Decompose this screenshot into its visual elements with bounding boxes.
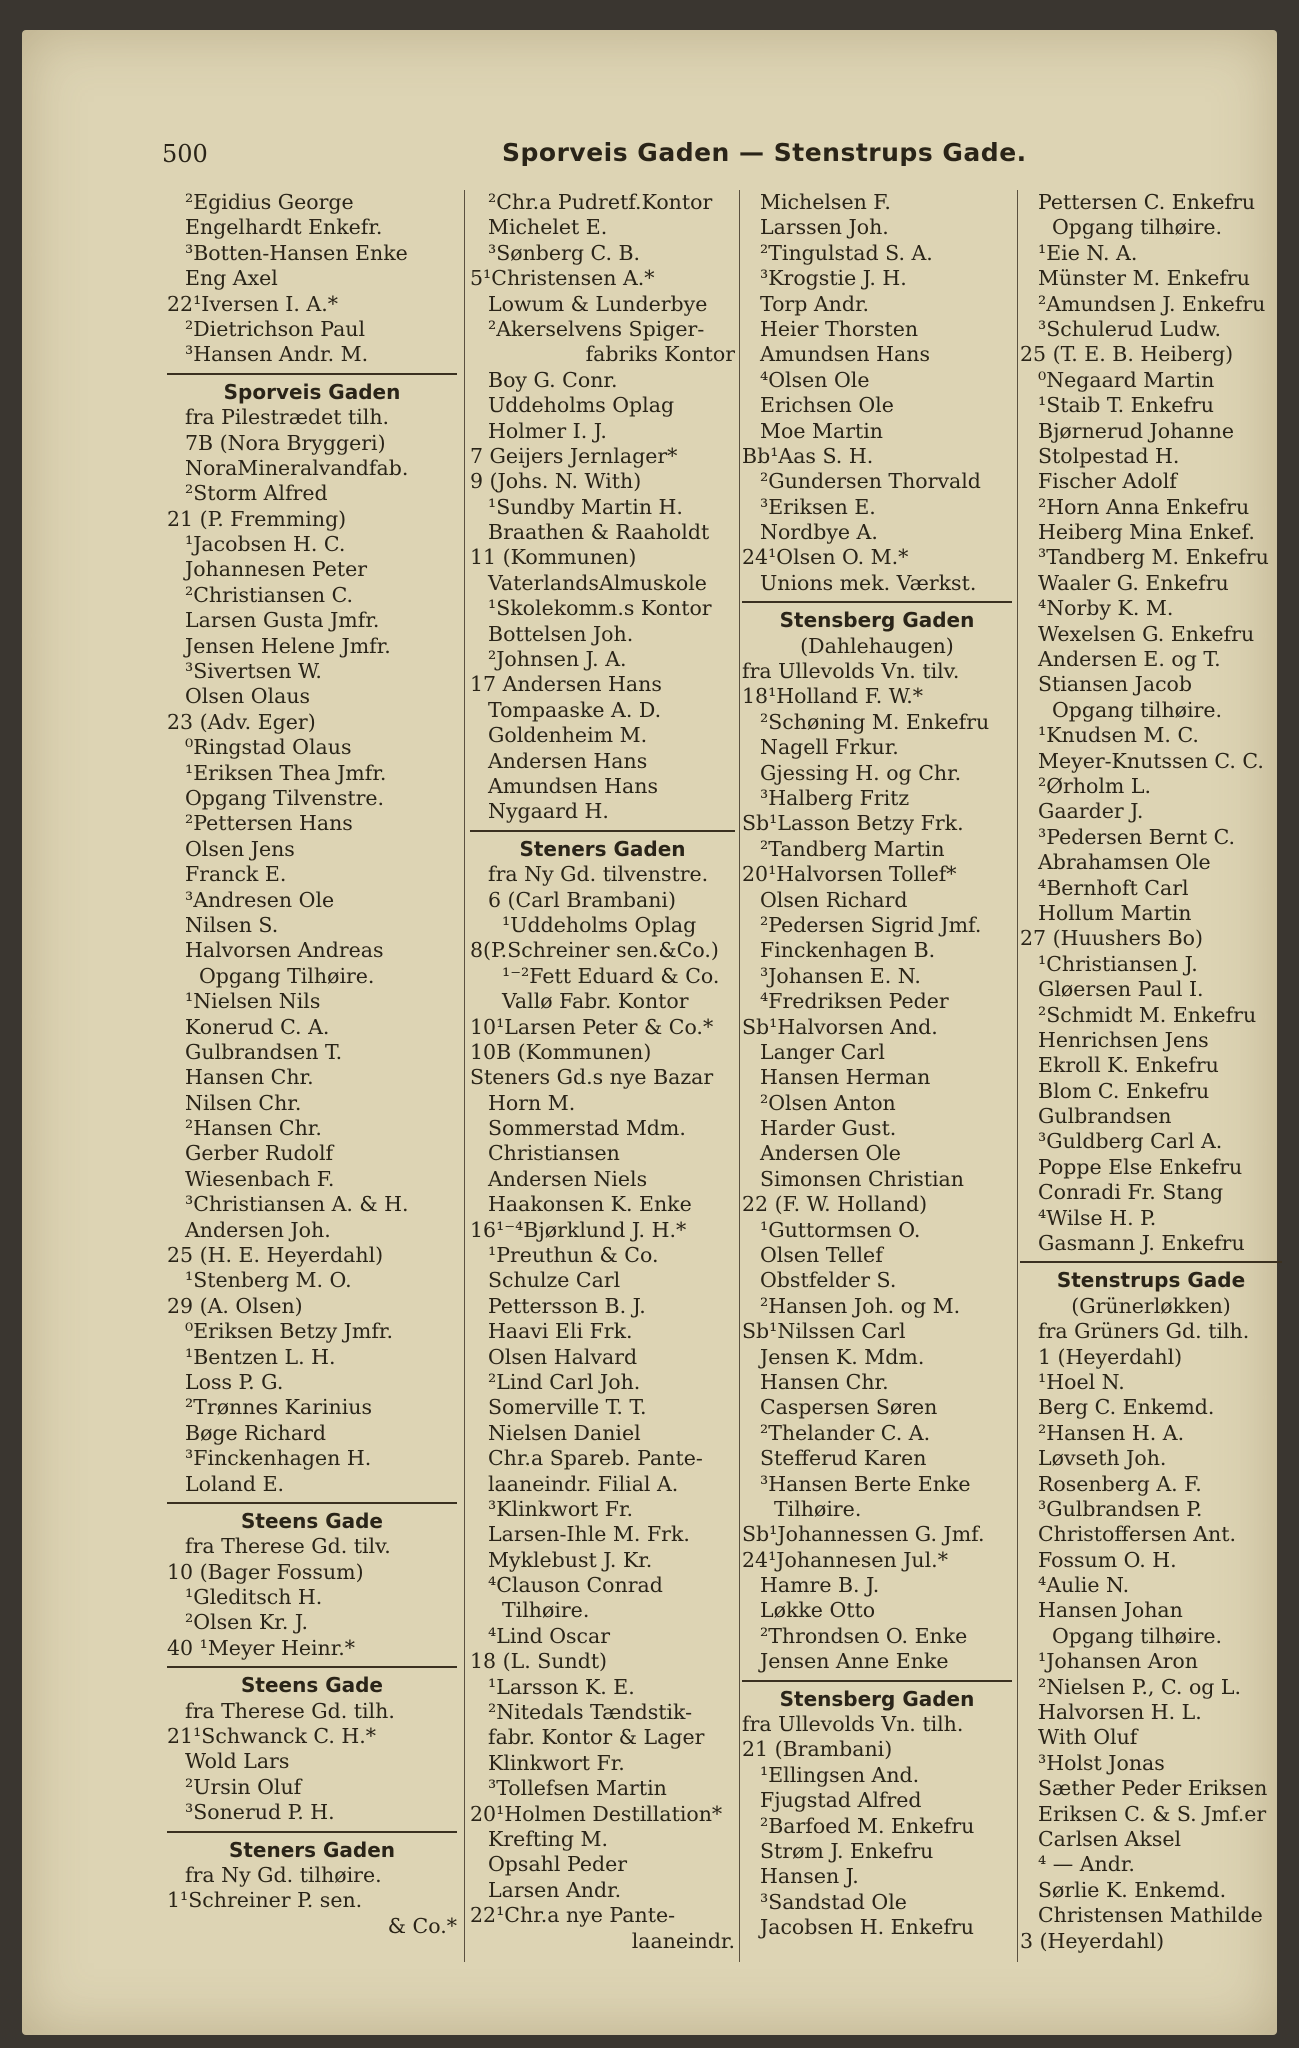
directory-entry: Hollum Martin bbox=[1038, 900, 1192, 925]
directory-entry: Simonsen Christian bbox=[760, 1166, 964, 1191]
directory-entry: Caspersen Søren bbox=[760, 1395, 938, 1420]
directory-entry: ²Tingulstad S. A. bbox=[760, 240, 933, 265]
directory-entry: Wold Lars bbox=[185, 1749, 290, 1774]
directory-entry: With Oluf bbox=[1038, 1725, 1138, 1750]
directory-entry: ⁴Norby K. M. bbox=[1038, 596, 1174, 621]
directory-entry: 7B (Nora Bryggeri) bbox=[185, 430, 386, 455]
directory-entry: Jensen Helene Jmfr. bbox=[185, 633, 391, 658]
directory-entry: Moe Martin bbox=[760, 418, 883, 443]
directory-entry: Sørlie K. Enkemd. bbox=[1038, 1877, 1227, 1902]
directory-page bbox=[22, 30, 1277, 2035]
directory-entry: 9 (Johs. N. With) bbox=[470, 469, 642, 494]
directory-entry: fabr. Kontor & Lager bbox=[488, 1725, 705, 1750]
directory-entry: 1 (Heyerdahl) bbox=[1038, 1344, 1183, 1369]
directory-entry: laaneindr. bbox=[631, 1928, 735, 1953]
directory-entry: Fischer Adolf bbox=[1038, 469, 1177, 494]
directory-entry: ²Trønnes Karinius bbox=[185, 1395, 372, 1420]
directory-entry: Heier Thorsten bbox=[760, 316, 919, 341]
directory-entry: 40 ¹Meyer Heinr.* bbox=[167, 1635, 356, 1660]
directory-entry: Hansen J. bbox=[760, 1864, 859, 1889]
directory-entry: 21 (P. Fremming) bbox=[167, 506, 347, 531]
directory-entry: 24¹Olsen O. M.* bbox=[742, 545, 909, 570]
directory-entry: Unions mek. Værkst. bbox=[760, 570, 977, 595]
directory-entry: ²Schøning M. Enkefru bbox=[760, 709, 990, 734]
directory-entry: Larsen Andr. bbox=[488, 1877, 622, 1902]
directory-entry: Rosenberg A. F. bbox=[1038, 1471, 1202, 1496]
directory-entry: Opgang tilhøire. bbox=[1052, 697, 1223, 722]
directory-entry: ⁰Eriksen Betzy Jmfr. bbox=[185, 1319, 393, 1344]
directory-entry: 18 (L. Sundt) bbox=[470, 1649, 608, 1674]
directory-entry: ³Botten-Hansen Enke bbox=[185, 240, 408, 265]
directory-entry: Klinkwort Fr. bbox=[488, 1750, 625, 1775]
directory-entry: ²Christiansen C. bbox=[185, 582, 354, 607]
street-heading: Sporveis Gaden bbox=[223, 379, 401, 404]
directory-entry: Gjessing H. og Chr. bbox=[760, 760, 962, 785]
directory-entry: ⁴Bernhoft Carl bbox=[1038, 875, 1189, 900]
directory-entry: Opgang tilhøire. bbox=[1052, 215, 1223, 240]
directory-entry: ²Gundersen Thorvald bbox=[760, 469, 981, 494]
directory-entry: Heiberg Mina Enkef. bbox=[1038, 520, 1255, 545]
directory-entry: Erichsen Ole bbox=[760, 393, 894, 418]
directory-entry: ²Tandberg Martin bbox=[760, 836, 945, 861]
directory-entry: fra Ullevolds Vn. tilh. bbox=[742, 1712, 964, 1737]
page-title: Sporveis Gaden — Stenstrups Gade. bbox=[502, 138, 1027, 167]
directory-entry: Ekroll K. Enkefru bbox=[1038, 1053, 1219, 1078]
directory-entry: fra Therese Gd. tilh. bbox=[185, 1698, 395, 1723]
directory-entry: ²Barfoed M. Enkefru bbox=[760, 1813, 975, 1838]
directory-entry: 27 (Huushers Bo) bbox=[1020, 926, 1203, 951]
directory-entry: Loss P. G. bbox=[185, 1369, 284, 1394]
directory-entry: ¹Hoel N. bbox=[1038, 1369, 1125, 1394]
directory-entry: Henrichsen Jens bbox=[1038, 1027, 1209, 1052]
directory-entry: Tilhøire. bbox=[502, 1598, 590, 1623]
directory-entry: ³Krogstie J. H. bbox=[760, 266, 907, 291]
directory-entry: Obstfelder S. bbox=[760, 1268, 897, 1293]
directory-entry: Amundsen Hans bbox=[760, 342, 930, 367]
directory-entry: Christiansen bbox=[488, 1141, 620, 1166]
directory-entry: Konerud C. A. bbox=[185, 1014, 330, 1039]
directory-entry: ³Finckenhagen H. bbox=[185, 1446, 372, 1471]
directory-entry: ²Hansen Joh. og M. bbox=[760, 1293, 961, 1318]
directory-entry: ²Throndsen O. Enke bbox=[760, 1623, 968, 1648]
directory-entry: Conradi Fr. Stang bbox=[1038, 1180, 1224, 1205]
column-3 bbox=[742, 190, 1012, 1941]
directory-entry: ¹Guttormsen O. bbox=[760, 1217, 921, 1242]
directory-entry: ²Egidius George bbox=[185, 190, 354, 214]
directory-entry: ²Nitedals Tændstik- bbox=[488, 1700, 692, 1725]
directory-entry: Eng Axel bbox=[185, 266, 278, 291]
directory-entry: Halvorsen Andreas bbox=[185, 938, 384, 963]
directory-entry: Sommerstad Mdm. bbox=[488, 1116, 686, 1141]
directory-entry: Christoffersen Ant. bbox=[1038, 1522, 1236, 1547]
directory-entry: ⁰Negaard Martin bbox=[1038, 367, 1215, 392]
directory-entry: 1¹Schreiner P. sen. bbox=[167, 1888, 363, 1913]
directory-entry: Andersen Joh. bbox=[185, 1217, 331, 1242]
directory-entry: Blom C. Enkefru bbox=[1038, 1078, 1210, 1103]
directory-entry: Nagell Frkur. bbox=[760, 735, 899, 760]
column-divider bbox=[1017, 190, 1018, 1962]
directory-entry: Langer Carl bbox=[760, 1039, 885, 1064]
directory-entry: 22 (F. W. Holland) bbox=[742, 1192, 928, 1217]
directory-entry: Olsen Richard bbox=[760, 887, 908, 912]
directory-entry: & Co.* bbox=[387, 1913, 457, 1938]
directory-entry: ³Schulerud Ludw. bbox=[1038, 316, 1222, 341]
directory-entry: Andersen Ole bbox=[760, 1141, 901, 1166]
directory-entry: Larssen Joh. bbox=[760, 215, 889, 240]
directory-entry: Michelsen F. bbox=[760, 190, 891, 214]
directory-entry: 18¹Holland F. W.* bbox=[742, 684, 924, 709]
directory-entry: Berg C. Enkemd. bbox=[1038, 1395, 1215, 1420]
directory-entry: Braathen & Raaholdt bbox=[488, 520, 710, 545]
directory-entry: Løkke Otto bbox=[760, 1598, 876, 1623]
directory-entry: 8(P.Schreiner sen.&Co.) bbox=[470, 938, 719, 963]
directory-entry: ²Horn Anna Enkefru bbox=[1038, 494, 1250, 519]
directory-entry: ¹Preuthun & Co. bbox=[488, 1243, 659, 1268]
directory-entry: Horn M. bbox=[488, 1090, 576, 1115]
directory-entry: Tompaaske A. D. bbox=[488, 697, 662, 722]
directory-entry: 25 (T. E. B. Heiberg) bbox=[1020, 342, 1234, 367]
section-divider bbox=[167, 1502, 457, 1504]
directory-entry: Münster M. Enkefru bbox=[1038, 266, 1250, 291]
directory-entry: ²Olsen Kr. J. bbox=[185, 1610, 308, 1635]
directory-entry: ²Lind Carl Joh. bbox=[488, 1369, 641, 1394]
directory-entry: ³Tollefsen Martin bbox=[488, 1776, 667, 1801]
street-heading: Steners Gaden bbox=[228, 1837, 396, 1862]
directory-entry: 21¹Schwanck C. H.* bbox=[167, 1724, 377, 1749]
directory-entry: Wexelsen G. Enkefru bbox=[1038, 621, 1255, 646]
directory-entry: Meyer-Knutssen C. C. bbox=[1038, 748, 1264, 773]
section-divider bbox=[742, 1680, 1012, 1682]
directory-entry: 17 Andersen Hans bbox=[470, 672, 662, 697]
directory-entry: fra Therese Gd. tilv. bbox=[185, 1534, 391, 1559]
directory-entry: fra Ny Gd. tilhøire. bbox=[185, 1863, 382, 1887]
directory-entry: Holmer I. J. bbox=[488, 418, 607, 443]
section-divider bbox=[742, 601, 1012, 603]
directory-entry: 7 Geijers Jernlager* bbox=[470, 443, 678, 468]
directory-entry: ²Hansen H. A. bbox=[1038, 1420, 1185, 1445]
directory-entry: ²Ursin Oluf bbox=[185, 1774, 302, 1799]
directory-entry: ²Akerselvens Spiger- bbox=[488, 316, 705, 341]
directory-entry: ³Johansen E. N. bbox=[760, 963, 921, 988]
directory-entry: Hansen Johan bbox=[1038, 1598, 1183, 1623]
directory-entry: fra Pilestrædet tilh. bbox=[185, 405, 390, 430]
directory-entry: Andersen Hans bbox=[488, 748, 648, 773]
directory-entry: Nordbye A. bbox=[760, 520, 878, 545]
directory-entry: 5¹Christensen A.* bbox=[470, 266, 655, 291]
directory-entry: Carlsen Aksel bbox=[1038, 1827, 1182, 1851]
section-divider bbox=[167, 373, 457, 375]
directory-entry: Gulbrandsen bbox=[1038, 1104, 1172, 1129]
directory-entry: Christensen Mathilde bbox=[1038, 1903, 1263, 1928]
directory-entry: Fossum O. H. bbox=[1038, 1547, 1177, 1572]
directory-entry: Olsen Jens bbox=[185, 836, 295, 861]
directory-entry: ²Hansen Chr. bbox=[185, 1116, 322, 1141]
directory-entry: (Grünerløkken) bbox=[1071, 1293, 1231, 1318]
directory-entry: ²Pedersen Sigrid Jmf. bbox=[760, 912, 982, 937]
directory-entry: Pettersen C. Enkefru bbox=[1038, 190, 1256, 214]
directory-entry: Krefting M. bbox=[488, 1827, 608, 1851]
directory-entry: 22¹Chr.a nye Pante- bbox=[470, 1903, 676, 1928]
page-header bbox=[22, 138, 1277, 178]
directory-entry: Goldenheim M. bbox=[488, 723, 648, 748]
directory-entry: 24¹Johannesen Jul.* bbox=[742, 1547, 948, 1572]
directory-entry: ⁴Olsen Ole bbox=[760, 367, 870, 392]
directory-entry: ³Sivertsen W. bbox=[185, 659, 322, 684]
directory-entry: Lowum & Lunderbye bbox=[488, 291, 708, 316]
directory-entry: Harder Gust. bbox=[760, 1116, 897, 1141]
directory-entry: Gløersen Paul I. bbox=[1038, 977, 1204, 1002]
directory-entry: ¹Ellingsen And. bbox=[760, 1762, 920, 1787]
directory-entry: Sb¹Lasson Betzy Frk. bbox=[742, 811, 964, 836]
directory-entry: Stiansen Jacob bbox=[1038, 672, 1193, 697]
directory-entry: ³Pedersen Bernt C. bbox=[1038, 824, 1236, 849]
directory-entry: Stefferud Karen bbox=[760, 1446, 927, 1471]
directory-entry: Bb¹Aas S. H. bbox=[742, 443, 874, 468]
directory-entry: ³Christiansen A. & H. bbox=[185, 1192, 409, 1217]
directory-entry: Opsahl Peder bbox=[488, 1852, 628, 1877]
directory-entry: Gerber Rudolf bbox=[185, 1141, 334, 1166]
directory-entry: Olsen Olaus bbox=[185, 684, 311, 709]
directory-entry: Somerville T. T. bbox=[488, 1395, 647, 1420]
directory-entry: ¹Nielsen Nils bbox=[185, 989, 321, 1014]
directory-entry: 10¹Larsen Peter & Co.* bbox=[470, 1014, 714, 1039]
column-divider bbox=[464, 190, 465, 1962]
directory-entry: Gaarder J. bbox=[1038, 799, 1144, 824]
directory-entry: ³Hansen Berte Enke bbox=[760, 1471, 971, 1496]
directory-entry: Vallø Fabr. Kontor bbox=[502, 989, 689, 1014]
directory-entry: ²Schmidt M. Enkefru bbox=[1038, 1002, 1257, 1027]
directory-entry: ¹Christiansen J. bbox=[1038, 951, 1198, 976]
directory-entry: ⁴Wilse H. P. bbox=[1038, 1205, 1157, 1230]
directory-entry: laaneindr. Filial A. bbox=[488, 1471, 679, 1496]
directory-entry: Jacobsen H. Enkefru bbox=[760, 1915, 974, 1940]
directory-entry: Uddeholms Oplag bbox=[488, 393, 675, 418]
directory-entry: Halvorsen H. L. bbox=[1038, 1700, 1202, 1725]
directory-entry: ³Sonerud P. H. bbox=[185, 1800, 335, 1825]
directory-entry: Amundsen Hans bbox=[488, 773, 658, 798]
directory-entry: Torp Andr. bbox=[760, 291, 870, 316]
directory-entry: 6 (Carl Brambani) bbox=[488, 887, 676, 912]
directory-entry: ³Guldberg Carl A. bbox=[1038, 1129, 1223, 1154]
directory-entry: ¹Larsson K. E. bbox=[488, 1674, 635, 1699]
directory-entry: Engelhardt Enkefr. bbox=[185, 215, 383, 240]
directory-entry: 10 (Bager Fossum) bbox=[167, 1559, 364, 1584]
directory-entry: Hansen Chr. bbox=[760, 1369, 889, 1394]
directory-entry: 16¹⁻⁴Bjørklund J. H.* bbox=[470, 1217, 687, 1242]
directory-entry: Nilsen Chr. bbox=[185, 1090, 302, 1115]
directory-entry: ¹Bentzen L. H. bbox=[185, 1344, 336, 1369]
directory-entry: 3 (Heyerdahl) bbox=[1020, 1928, 1165, 1953]
directory-entry: Abrahamsen Ole bbox=[1038, 850, 1211, 875]
directory-entry: ³Holst Jonas bbox=[1038, 1750, 1165, 1775]
directory-entry: fra Ny Gd. tilvenstre. bbox=[488, 862, 709, 887]
directory-entry: Sb¹Halvorsen And. bbox=[742, 1014, 938, 1039]
directory-entry: ¹Skolekomm.s Kontor bbox=[488, 596, 712, 621]
section-divider bbox=[167, 1666, 457, 1668]
directory-entry: Hansen Herman bbox=[760, 1065, 931, 1090]
directory-entry: Gasmann J. Enkefru bbox=[1038, 1231, 1245, 1256]
directory-entry: ¹Stenberg M. O. bbox=[185, 1268, 352, 1293]
directory-entry: Michelet E. bbox=[488, 215, 608, 240]
directory-entry: ¹Staib T. Enkefru bbox=[1038, 393, 1214, 418]
column-2 bbox=[470, 190, 735, 1954]
directory-entry: Jensen K. Mdm. bbox=[760, 1344, 925, 1369]
directory-entry: Olsen Halvard bbox=[488, 1344, 638, 1369]
directory-entry: Opgang Tilvenstre. bbox=[185, 785, 385, 810]
street-heading: Steens Gade bbox=[241, 1508, 383, 1533]
directory-entry: Boy G. Conr. bbox=[488, 367, 618, 392]
directory-entry: 20¹Halvorsen Tollef* bbox=[742, 862, 957, 887]
directory-entry: 10B (Kommunen) bbox=[470, 1039, 652, 1064]
directory-entry: fabriks Kontor bbox=[585, 342, 735, 367]
directory-entry: Chr.a Spareb. Pante- bbox=[488, 1446, 703, 1471]
directory-entry: ³Halberg Fritz bbox=[760, 785, 910, 810]
directory-entry: Waaler G. Enkefru bbox=[1038, 570, 1229, 595]
directory-entry: 11 (Kommunen) bbox=[470, 545, 637, 570]
directory-entry: Jensen Anne Enke bbox=[760, 1649, 949, 1674]
directory-entry: ¹Knudsen M. C. bbox=[1038, 723, 1199, 748]
directory-entry: ¹Johansen Aron bbox=[1038, 1649, 1198, 1674]
directory-entry: Nilsen S. bbox=[185, 912, 279, 937]
directory-entry: ³Andresen Ole bbox=[185, 887, 335, 912]
directory-entry: VaterlandsAlmuskole bbox=[488, 570, 707, 595]
directory-entry: Haavi Eli Frk. bbox=[488, 1319, 633, 1344]
directory-entry: Bottelsen Joh. bbox=[488, 621, 634, 646]
directory-entry: ¹Eie N. A. bbox=[1038, 240, 1138, 265]
directory-entry: ¹Uddeholms Oplag bbox=[502, 912, 697, 937]
directory-entry: ³Gulbrandsen P. bbox=[1038, 1496, 1203, 1521]
directory-entry: ³Hansen Andr. M. bbox=[185, 342, 369, 367]
directory-entry: Bjørnerud Johanne bbox=[1038, 418, 1235, 443]
directory-entry: ⁴Lind Oscar bbox=[488, 1623, 611, 1648]
directory-entry: Wiesenbach F. bbox=[185, 1166, 335, 1191]
directory-entry: Franck E. bbox=[185, 862, 287, 887]
directory-entry: Larsen-Ihle M. Frk. bbox=[488, 1522, 690, 1547]
directory-entry: ²Nielsen P., C. og L. bbox=[1038, 1674, 1242, 1699]
directory-entry: Nygaard H. bbox=[488, 799, 609, 824]
directory-entry: ²Olsen Anton bbox=[760, 1090, 896, 1115]
directory-entry: ⁰Ringstad Olaus bbox=[185, 735, 352, 760]
directory-entry: Pettersson B. J. bbox=[488, 1293, 646, 1318]
street-heading: Steners Gaden bbox=[519, 836, 686, 861]
directory-entry: 25 (H. E. Heyerdahl) bbox=[167, 1243, 384, 1268]
directory-entry: Haakonsen K. Enke bbox=[488, 1192, 692, 1217]
directory-entry: ¹Sundby Martin H. bbox=[488, 494, 683, 519]
directory-entry: Opgang tilhøire. bbox=[1052, 1623, 1223, 1648]
street-heading: Steens Gade bbox=[241, 1673, 383, 1698]
section-divider bbox=[1020, 1261, 1282, 1263]
directory-entry: Strøm J. Enkefru bbox=[760, 1839, 934, 1863]
directory-entry: Myklebust J. Kr. bbox=[488, 1547, 653, 1572]
directory-entry: Gulbrandsen T. bbox=[185, 1039, 343, 1064]
directory-entry: Steners Gd.s nye Bazar bbox=[470, 1065, 714, 1090]
directory-entry: ²Ørholm L. bbox=[1038, 773, 1152, 798]
street-heading: Stensberg Gaden bbox=[779, 1686, 975, 1711]
directory-entry: (Dahlehaugen) bbox=[800, 633, 954, 658]
directory-entry: ³Eriksen E. bbox=[760, 494, 876, 519]
column-1 bbox=[167, 190, 457, 1939]
directory-entry: ³Klinkwort Fr. bbox=[488, 1496, 634, 1521]
directory-entry: fra Ullevolds Vn. tilv. bbox=[742, 659, 960, 684]
section-divider bbox=[167, 1831, 457, 1833]
directory-entry: 22¹Iversen I. A.* bbox=[167, 291, 338, 316]
directory-entry: Løvseth Joh. bbox=[1038, 1446, 1167, 1471]
directory-entry: ⁴Clauson Conrad bbox=[488, 1573, 663, 1598]
directory-entry: ³Tandberg M. Enkefru bbox=[1038, 545, 1269, 570]
directory-entry: 29 (A. Olsen) bbox=[167, 1293, 303, 1318]
directory-entry: Stolpestad H. bbox=[1038, 443, 1180, 468]
directory-entry: Sb¹Nilssen Carl bbox=[742, 1319, 906, 1344]
directory-entry: Johannesen Peter bbox=[185, 557, 368, 582]
directory-entry: ²Thelander C. A. bbox=[760, 1420, 931, 1445]
directory-entry: Sæther Peder Eriksen bbox=[1038, 1776, 1268, 1801]
directory-entry: Larsen Gusta Jmfr. bbox=[185, 608, 380, 633]
directory-entry: ⁴ — Andr. bbox=[1038, 1852, 1135, 1877]
directory-entry: 23 (Adv. Eger) bbox=[167, 709, 316, 734]
directory-entry: ²Pettersen Hans bbox=[185, 811, 353, 836]
directory-entry: ²Amundsen J. Enkefru bbox=[1038, 291, 1266, 316]
directory-entry: ¹Eriksen Thea Jmfr. bbox=[185, 760, 387, 785]
directory-entry: Andersen Niels bbox=[488, 1166, 648, 1191]
directory-entry: Hamre B. J. bbox=[760, 1573, 880, 1598]
directory-entry: ⁴Fredriksen Peder bbox=[760, 989, 949, 1014]
directory-entry: ⁴Aulie N. bbox=[1038, 1573, 1130, 1598]
directory-entry: ²Dietrichson Paul bbox=[185, 316, 366, 341]
directory-entry: ²Johnsen J. A. bbox=[488, 647, 627, 672]
directory-entry: Andersen E. og T. bbox=[1038, 647, 1221, 672]
directory-entry: Opgang Tilhøire. bbox=[199, 963, 375, 988]
directory-entry: Finckenhagen B. bbox=[760, 938, 936, 963]
directory-entry: ¹Jacobsen H. C. bbox=[185, 532, 346, 557]
street-heading: Stensberg Gaden bbox=[779, 608, 975, 633]
directory-entry: ¹⁻²Fett Eduard & Co. bbox=[502, 963, 720, 988]
directory-entry: Tilhøire. bbox=[774, 1496, 862, 1521]
directory-entry: Sb¹Johannessen G. Jmf. bbox=[742, 1522, 985, 1547]
directory-entry: ²Storm Alfred bbox=[185, 481, 328, 506]
page-number: 500 bbox=[162, 140, 208, 168]
directory-entry: ¹Gleditsch H. bbox=[185, 1585, 323, 1610]
directory-entry: Nielsen Daniel bbox=[488, 1420, 641, 1445]
directory-entry: 21 (Brambani) bbox=[742, 1737, 893, 1762]
section-divider bbox=[470, 830, 735, 832]
street-heading: Stenstrups Gade bbox=[1056, 1268, 1246, 1293]
directory-entry: NoraMineralvandfab. bbox=[185, 455, 409, 480]
directory-entry: ³Sønberg C. B. bbox=[488, 240, 641, 265]
directory-entry: Poppe Else Enkefru bbox=[1038, 1154, 1243, 1179]
directory-entry: 20¹Holmen Destillation* bbox=[470, 1801, 723, 1826]
column-4 bbox=[1020, 190, 1282, 1954]
directory-entry: Fjugstad Alfred bbox=[760, 1788, 922, 1813]
directory-entry: Eriksen C. & S. Jmf.er bbox=[1038, 1801, 1267, 1826]
directory-entry: Olsen Tellef bbox=[760, 1243, 883, 1268]
directory-entry: ²Chr.a Pudretf.Kontor bbox=[488, 190, 713, 214]
directory-entry: Bøge Richard bbox=[185, 1420, 326, 1445]
directory-entry: fra Grüners Gd. tilh. bbox=[1038, 1319, 1250, 1344]
directory-entry: ³Sandstad Ole bbox=[760, 1889, 907, 1914]
directory-entry: Loland E. bbox=[185, 1471, 285, 1496]
directory-entry: Hansen Chr. bbox=[185, 1065, 314, 1090]
column-divider bbox=[739, 190, 740, 1962]
directory-entry: Schulze Carl bbox=[488, 1268, 621, 1293]
